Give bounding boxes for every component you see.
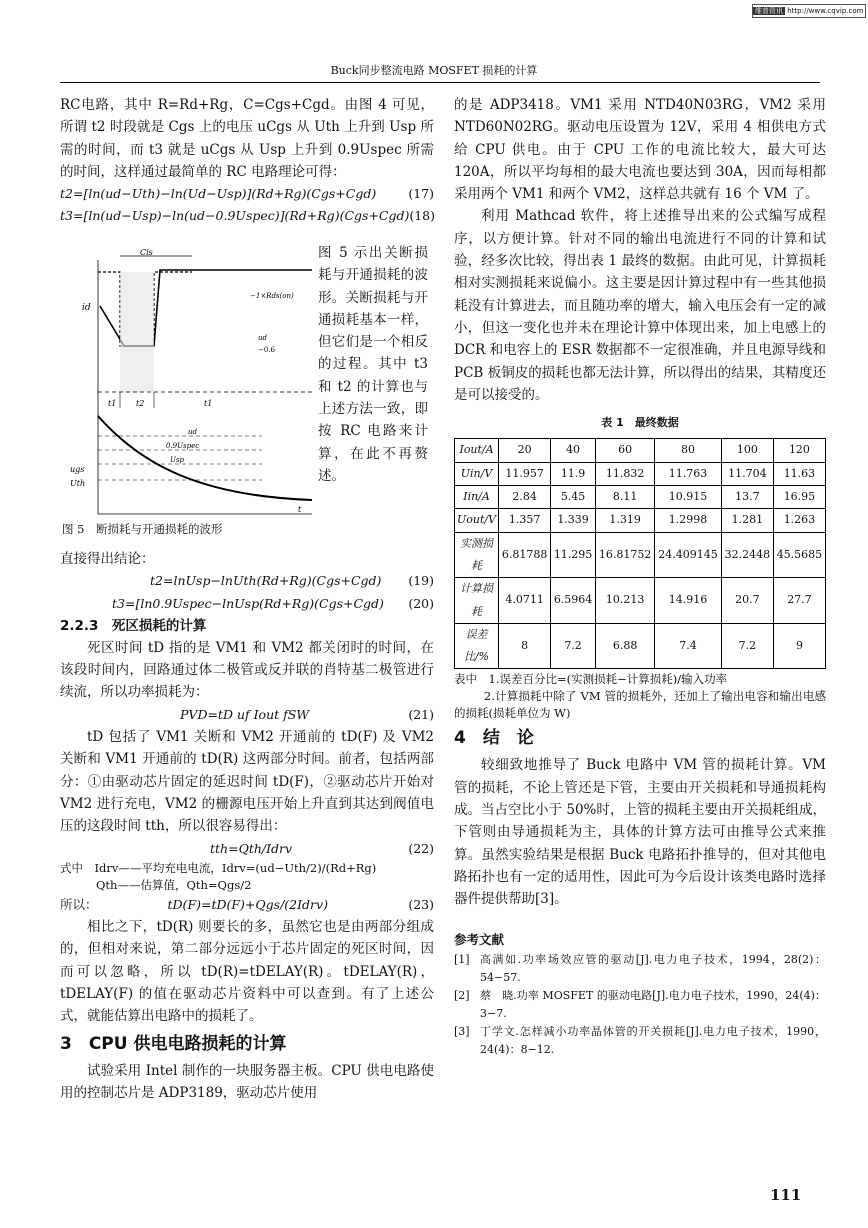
equation-where-2: Qth——估算值，Qth=Qgs/2 (96, 877, 252, 892)
table-row-header: 误差比/% (455, 623, 499, 669)
equation-18: t3=[ln(ud−Usp)−ln(ud−0.9Uspec)](Rd+Rg)(Cgs+Cgd) (18) (60, 208, 436, 224)
table-cell: 27.7 (773, 578, 825, 624)
label-t1: t1 (108, 399, 117, 408)
paragraph: 试验采用 Intel 制作的一块服务器主板。CPU 供电电路使用的控制芯片是 ADP3189，驱动芯片使用 (60, 1062, 434, 1101)
table-cell: 11.957 (499, 462, 551, 485)
reference-text: 丁学文.怎样减小功率晶体管的开关损耗[J].电力电子技术，1990，24(4)：8−12. (480, 1024, 826, 1056)
table-row-header: Uout/V (455, 509, 499, 532)
table-cell: 6.81788 (499, 532, 551, 578)
table-row-header: 计算损耗 (455, 578, 499, 624)
table-row (455, 486, 826, 509)
label-id: id (82, 303, 91, 313)
table-cell: 11.832 (596, 462, 655, 485)
table-cell: 11.63 (773, 462, 825, 485)
label-t1b: t1 (204, 399, 213, 408)
table-cell: 5.45 (551, 486, 596, 509)
table-cell: 7.2 (721, 623, 773, 669)
right-column (454, 94, 826, 1059)
paragraph: tD 包括了 VM1 关断和 VM2 开通前的 tD(F) 及 VM2 关断和 VM1 开通前的 tD(R) 这两部分时间。前者，包括两部分：①由驱动芯片固定的延迟时间 tD(F)，②驱动芯片开始对 VM2 进行充电，VM2 的栅源电压开始上升直到其达到阀值电压的这段时间 tth，所以很容易得出： (60, 729, 434, 835)
table-cell: 20.7 (721, 578, 773, 624)
equation-21: PVD=tD uf Iout fSW (21) (180, 706, 434, 722)
table-cell: 10.915 (655, 486, 722, 509)
paragraph: RC电路，其中 R=Rd+Rg，C=Cgs+Cgd。由图 4 可见，所谓 t2 时段就是 Cgs 上的电压 uCgs 从 Uth 上升到 Usp 所需的时间，而 t3 就是 uCgs 从 Usp 上升到 0.9Uspec 所需的时间，这样通过最简单的 RC 电路理论可得： (60, 97, 434, 180)
table-row-header: Uin/V (455, 462, 499, 485)
equation-20: t3=[ln0.9Uspec−lnUsp(Rd+Rg)(Cgs+Cgd) (20) (112, 595, 434, 611)
figure-side-text: 图 5 示出关断损耗与开通损耗的波形。关断损耗与开通损耗基本一样，但它们是一个相反的过程。其中 t3 和 t2 的计算也与上述方法一致，即按 RC 电路来计算，在此不再赘述。 (318, 245, 428, 484)
table-cell: 10.213 (596, 578, 655, 624)
table-cell: 16.95 (773, 486, 825, 509)
table-cell: 40 (551, 439, 596, 462)
equation-17: t2=[ln(ud−Uth)−ln(Ud−Usp)](Rd+Rg)(Cgs+Cgd) (17) (60, 186, 434, 202)
table-row (455, 623, 826, 669)
table-row (455, 509, 826, 532)
table-cell: 8 (499, 623, 551, 669)
table-row-header: 实测损耗 (455, 532, 499, 578)
table-cell: 32.2448 (721, 532, 773, 578)
table-cell: 9 (773, 623, 825, 669)
reference-item (454, 987, 826, 1023)
watermark: 维普资讯 http://www.cqvip.com (752, 4, 866, 18)
table-cell: 7.2 (551, 623, 596, 669)
table-cell: 1.263 (773, 509, 825, 532)
figure-caption: 图 5 断损耗与开通损耗的波形 (62, 522, 223, 536)
table-cell: 1.357 (499, 509, 551, 532)
table-cell: 11.295 (551, 532, 596, 578)
table-cell: 20 (499, 439, 551, 462)
table-cell: 13.7 (721, 486, 773, 509)
table-cell: 14.916 (655, 578, 722, 624)
paragraph: 相比之下，tD(R) 则要长的多，虽然它也是由两部分组成的，但相对来说，第二部分远远小于芯片固定的死区时间，因而可以忽略，所以 tD(R)=tDELAY(R)。tDELAY(R)，tDELAY(F) 的值在驱动芯片资料中可以查到。有了上述公式，就能估算出电路中的损耗了。 (60, 919, 434, 1025)
table-cell: 100 (721, 439, 773, 462)
table-cell: 11.9 (551, 462, 596, 485)
reference-text: 高满如.功率场效应管的驱动[J].电力电子技术，1994，28(2)：54−57. (480, 952, 826, 984)
label-rdson: −1×Rds(on) (250, 292, 294, 300)
reference-number: [3] (454, 1024, 470, 1038)
table-row (455, 439, 826, 462)
label-axis-t: t (298, 505, 302, 514)
section-3-title: 3 CPU 供电电路损耗的计算 (60, 1033, 287, 1054)
table-cell: 11.704 (721, 462, 773, 485)
label-cis: Cis (140, 248, 153, 257)
label-spec: 0.9Uspec (166, 442, 200, 450)
table-cell: 1.319 (596, 509, 655, 532)
final-data-table (454, 438, 826, 669)
section-4-title: 4 结 论 (454, 728, 534, 749)
references-list (454, 951, 826, 1059)
table-cell: 6.5964 (551, 578, 596, 624)
table-cell: 6.88 (596, 623, 655, 669)
header-rule (60, 82, 820, 83)
page-number: 111 (770, 1186, 802, 1204)
paragraph: 的是 ADP3418。VM1 采用 NTD40N03RG，VM2 采用 NTD60N02RG。驱动电压设置为 12V，采用 4 相供电方式给 CPU 供电。由于 CPU 工作的电流比较大，最大可达 120A，所以平均每相的最大电流也要达到 30A，因而每相都采用两个 VM1 和两个 VM2，这样总共就有 16 个 VM 了。 (454, 97, 826, 203)
table-cell: 45.5685 (773, 532, 825, 578)
running-header: Buck同步整流电路 MOSFET 损耗的计算 (330, 64, 538, 77)
table-cell: 11.763 (655, 462, 722, 485)
table-cell: 1.339 (551, 509, 596, 532)
figure-5-waveform (62, 246, 314, 520)
paragraph: 直接得出结论： (60, 551, 155, 567)
paragraph: 死区时间 tD 指的是 VM1 和 VM2 都关闭时的时间，在该段时间内，回路通过体二极管或反并联的肖特基二极管进行续流，所以功率损耗为： (60, 639, 434, 701)
left-column-lower (60, 548, 434, 1104)
reference-number: [1] (454, 952, 470, 966)
table-cell: 7.4 (655, 623, 722, 669)
reference-number: [2] (454, 988, 470, 1002)
paragraph: 利用 Mathcad 软件，将上述推导出来的公式编写成程序，以方便计算。针对不同的输出电流进行不同的计算和试验，经多次比较，得出表 1 最终的数据。由此可见，计算损耗相对实测损耗来说偏小。这主要是因计算过程中有一些其他损耗没有计算进去，而且随功率的增大，输入电压会有一定的减小，但这一变化也并未在理论计算中体现出来，加上电感上的 DCR 和电容上的 ESR 数据都不一定很准确，并且电源导线和 PCB 板铜皮的损耗也都无法计算，所以得出的结果，其精度还是可以接受的。 (454, 208, 826, 403)
label-ud3: ud (188, 428, 197, 436)
table-cell: 60 (596, 439, 655, 462)
table-cell: 24.409145 (655, 532, 722, 578)
table-cell: 16.81752 (596, 532, 655, 578)
reference-text: 蔡 晓.功率 MOSFET 的驱动电路[J].电力电子技术，1990，24(4)：3−7. (480, 988, 826, 1020)
table-cell: 1.281 (721, 509, 773, 532)
reference-item (454, 951, 826, 987)
table-row (455, 578, 826, 624)
label-ud: ud (258, 334, 267, 342)
table-cell: 80 (655, 439, 722, 462)
equation-where-1: 式中 Idrv——平均充电电流，Idrv=(ud−Uth/2)/(Rd+Rg) (60, 860, 377, 875)
table-row-header: Iout/A (455, 439, 499, 462)
table-caption: 表 1 最终数据 (601, 416, 679, 430)
table-row (455, 532, 826, 578)
table-row (455, 462, 826, 485)
label-usp: Usp (170, 456, 184, 464)
table-cell: 120 (773, 439, 825, 462)
reference-item (454, 1023, 826, 1059)
table-row-header: Iin/A (455, 486, 499, 509)
table-cell: 1.2998 (655, 509, 722, 532)
label-uth: Uth (70, 479, 86, 488)
table-note-2: 2.计算损耗中除了 VM 管的损耗外，还加上了输出电容和输出电感的损耗(损耗单位为 W) (454, 689, 826, 721)
label-ugs: ugs (70, 465, 85, 474)
paragraph: 较细致地推导了 Buck 电路中 VM 管的损耗计算。VM 管的损耗，不论上管还是下管，主要由开关损耗和导通损耗构成。当占空比小于 50%时，上管的损耗主要由开关损耗组成，下管则由导通损耗为主，具体的计算方法可由推导公式来推算。虽然实验结果是根据 Buck 电路拓扑推导的，但对其他电路拓扑也有一定的适用性，因此可为今后设计该类电路时选择器件提供帮助[3]。 (454, 757, 826, 908)
label-ud2: −0.6 (258, 346, 275, 354)
section-2-2-3-title: 2.2.3 死区损耗的计算 (60, 617, 207, 634)
table-cell: 8.11 (596, 486, 655, 509)
table-cell: 4.0711 (499, 578, 551, 624)
equation-22: tth=Qth/Idrv (22) (210, 840, 434, 856)
table-note-1: 表中 1.误差百分比=(实测损耗−计算损耗)/输入功率 (454, 672, 728, 687)
left-column (60, 94, 434, 228)
label-t2: t2 (136, 399, 145, 408)
table-cell: 2.84 (499, 486, 551, 509)
equation-23: 所以： tD(F)=tD(F)+Qgs/(2Idrv) (23) (60, 896, 434, 912)
equation-19: t2=lnUsp−lnUth(Rd+Rg)(Cgs+Cgd) (19) (150, 573, 434, 589)
references-title: 参考文献 (454, 931, 505, 947)
